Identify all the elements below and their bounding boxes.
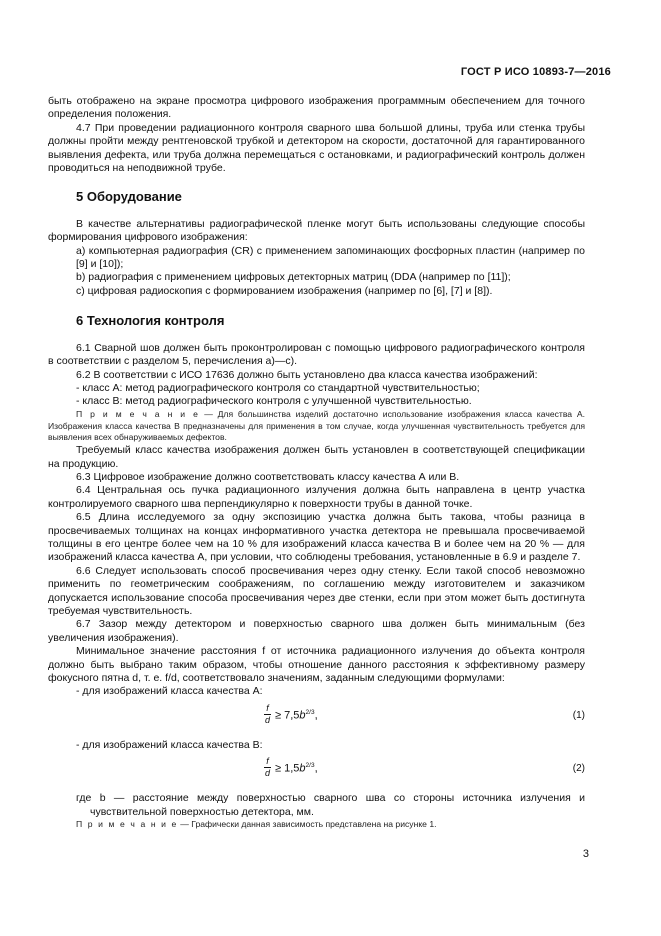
fraction-numerator: f [266, 756, 269, 767]
fraction [263, 703, 272, 726]
formula-1-number: (1) [572, 709, 585, 721]
class-b-item: - класс В: метод радиографического контроля с улучшенной чувствительностью. [76, 395, 472, 408]
formula-1-rhs: ≥ $7,5b^{2/3}$, [275, 708, 318, 722]
fraction-denominator: d [265, 768, 271, 779]
list-item-b: b) радиография с применением цифровых детекторных матриц (DDA (например по [11]); [76, 271, 511, 284]
note-1-text: — Для большинства изделий достаточно использование изображения класса качества А. Изображения класса качества В предназначены для применения в том случае, когда улучшенная чувствительность требуется для выявления всех обнаруживаемых дефектов. [48, 408, 585, 443]
paragraph-min-distance: Минимальное значение расстояния f от источника радиационного излучения до объекта контроля должно быть выбрано таким образом, чтобы отношение данного расстояния к эффективному размеру фокусного пятна d, т. е. f/d, соответствовало значениям, заданным следующими формулами: [48, 645, 585, 685]
paragraph-6-3: 6.3 Цифровое изображение должно соответствовать классу качества А или В. [76, 470, 460, 483]
section-5-intro: В качестве альтернативы радиографической пленке могут быть использованы следующие способы формирования цифрового изображения: [48, 217, 585, 244]
section-5-heading: 5 Оборудование [76, 189, 182, 205]
paragraph-6-5: 6.5 Длина исследуемого за одну экспозицию участка должна быть такова, чтобы разница в просвечиваемых толщинах на концах информативного участка детектора не превышала просвечиваемой толщины в его центре более чем на 10 % для изображений класса качества В и более чем на 20 % — для изображений класса качества А, при условии, что соблюдены требования, установленные в 6.9 и разделе 7. [48, 511, 585, 564]
paragraph-6-7: 6.7 Зазор между детектором и поверхностью сварного шва должен быть минимальным (без увеличения изображения). [48, 618, 585, 644]
note-1 [48, 409, 585, 444]
formula-2-rhs: ≥ $1,5b^{2/3}$, [275, 762, 318, 775]
note-1-label: П р и м е ч а н и е [76, 408, 200, 419]
where-definition: где b — расстояние между поверхностью сварного шва со стороны источника излучения и чувствительной поверхностью детектора, мм. [76, 792, 585, 818]
paragraph-6-4: 6.4 Центральная ось пучка радиационного излучения должна быть направлена в центр участка контролируемого сварного шва перпендикулярно к поверхности трубы в данной точке. [48, 484, 585, 510]
paragraph-4-7: 4.7 При проведении радиационного контроля сварного шва большой длины, труба или стенка трубы должны пройти между рентгеновской трубкой и детектором на скорости, достаточной для гарантированного выявления дефекта, или труба должна перемещаться с остановками, и радиографический контроль должен проводиться на неподвижной трубе. [48, 121, 585, 175]
class-a-item: - класс А: метод радиографического контроля со стандартной чувствительностью; [76, 381, 480, 394]
note-2-label: П р и м е ч а н и е [76, 819, 178, 830]
paragraph-6-2: 6.2 В соответствии с ИСО 17636 должно быть установлено два класса качества изображений: [76, 368, 538, 381]
formula-b-label: - для изображений класса качества В: [76, 738, 263, 751]
paragraph-6-6: 6.6 Следует использовать способ просвечивания через одну стенку. Если такой способ невозможно применить по геометрическим соображениям, по соглашению между изготовителем и заказчиком допускается использование способа просвечивания через две стенки, если при этом может быть достигнута требуемая чувствительность. [48, 564, 585, 617]
section-6-heading: 6 Технология контроля [76, 313, 225, 329]
fraction-denominator: d [265, 714, 271, 725]
fraction-numerator: f [266, 702, 269, 713]
document-header: ГОСТ Р ИСО 10893-7—2016 [460, 66, 611, 78]
formula-2-number: (2) [572, 763, 585, 775]
page-number: 3 [582, 848, 589, 860]
formula-a-label: - для изображений класса качества А: [76, 685, 263, 698]
paragraph-6-1: 6.1 Сварной шов должен быть проконтролирован с помощью цифрового радиографического контроля в соответствии с разделом 5, перечисления а)—с). [48, 341, 585, 368]
fraction [263, 756, 272, 779]
paragraph-required-class: Требуемый класс качества изображения должен быть установлен в соответствующей спецификации на продукцию. [48, 444, 585, 470]
paragraph-continuation: быть отображено на экране просмотра цифрового изображения программным обеспечением для точного определения положения. [48, 95, 585, 121]
note-2-text: — Графически данная зависимость представлена на рисунке 1. [177, 819, 437, 830]
formula-2 [48, 754, 585, 790]
list-item-c: c) цифровая радиоскопия с формированием изображения (например по [6], [7] и [8]). [76, 284, 493, 297]
formula-1 [48, 701, 585, 737]
list-item-a: а) компьютерная радиография (CR) с применением запоминающих фосфорных пластин (например по [9] и [10]); [76, 244, 585, 271]
note-2 [48, 819, 585, 831]
document-body [48, 95, 585, 831]
